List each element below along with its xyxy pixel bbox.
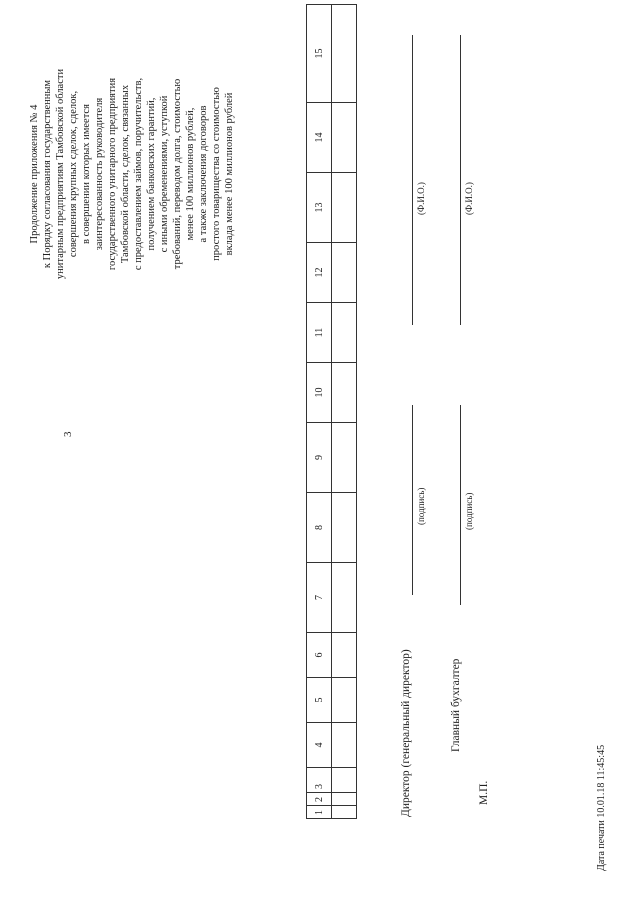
table-row bbox=[332, 5, 357, 819]
column-number-cell: 7 bbox=[307, 563, 332, 633]
table-header-row bbox=[307, 5, 332, 819]
director-label: Директор (генеральный директор) bbox=[400, 649, 412, 817]
header-line: простого товарищества со стоимостью bbox=[211, 87, 222, 261]
header-line: к Порядку согласования государственным bbox=[42, 79, 53, 269]
header-line: совершения крупных сделок, сделок, bbox=[68, 90, 79, 258]
column-number-cell: 9 bbox=[307, 423, 332, 493]
column-number-cell: 2 bbox=[307, 793, 332, 806]
director-signature-line bbox=[412, 405, 413, 595]
appendix-header bbox=[28, 29, 236, 319]
table-cell bbox=[332, 793, 357, 806]
table-cell bbox=[332, 243, 357, 303]
stamp-label: М.П. bbox=[478, 780, 490, 805]
director-name-caption: (Ф.И.О.) bbox=[416, 182, 426, 215]
column-number-cell: 12 bbox=[307, 243, 332, 303]
header-line: заинтересованность руководителя bbox=[94, 97, 105, 251]
header-line: требований, переводом долга, стоимостью bbox=[172, 78, 183, 270]
column-number-cell: 4 bbox=[307, 723, 332, 768]
accountant-name-caption: (Ф.И.О.) bbox=[464, 182, 474, 215]
header-line: Тамбовской области, сделок, связанных bbox=[120, 84, 131, 264]
column-number-cell: 8 bbox=[307, 493, 332, 563]
column-number-cell: 13 bbox=[307, 173, 332, 243]
header-line: получением банковских гарантий, bbox=[146, 97, 157, 251]
column-number-cell: 14 bbox=[307, 103, 332, 173]
header-line: унитарным предприятиям Тамбовской области bbox=[55, 68, 66, 280]
director-name-line bbox=[412, 35, 413, 325]
header-line: в совершении которых имеется bbox=[81, 104, 92, 244]
table-cell bbox=[332, 5, 357, 103]
table-cell bbox=[332, 493, 357, 563]
table-cell bbox=[332, 423, 357, 493]
table-cell bbox=[332, 723, 357, 768]
column-number-cell: 6 bbox=[307, 633, 332, 678]
accountant-name-line bbox=[460, 35, 461, 325]
table-cell bbox=[332, 103, 357, 173]
table-cell bbox=[332, 633, 357, 678]
page-number: 3 bbox=[62, 431, 74, 437]
table-cell bbox=[332, 768, 357, 793]
print-date: Дата печати 10.01.18 11:45:45 bbox=[596, 744, 607, 871]
header-line: государственного унитарного предприятия bbox=[107, 77, 118, 271]
header-line: с предоставлением займов, поручительств, bbox=[133, 77, 144, 271]
column-number-cell: 5 bbox=[307, 678, 332, 723]
header-line: вклада менее 100 миллионов рублей bbox=[224, 92, 235, 256]
header-line: менее 100 миллионов рублей, bbox=[185, 107, 196, 241]
data-table bbox=[306, 4, 357, 819]
director-signature-caption: (подпись) bbox=[416, 487, 426, 525]
header-line: Продолжение приложения № 4 bbox=[29, 104, 40, 244]
column-number-cell: 15 bbox=[307, 5, 332, 103]
table-cell bbox=[332, 678, 357, 723]
header-line: с иными обременениями, уступкой bbox=[159, 95, 170, 253]
accountant-signature-caption: (подпись) bbox=[464, 492, 474, 530]
header-line: а также заключения договоров bbox=[198, 105, 209, 243]
table-cell bbox=[332, 563, 357, 633]
column-number-cell: 1 bbox=[307, 806, 332, 819]
column-number-cell: 3 bbox=[307, 768, 332, 793]
table-cell bbox=[332, 363, 357, 423]
accountant-signature-line bbox=[460, 405, 461, 605]
table-cell bbox=[332, 806, 357, 819]
table-cell bbox=[332, 303, 357, 363]
column-number-cell: 10 bbox=[307, 363, 332, 423]
accountant-label: Главный бухгалтер bbox=[450, 658, 462, 752]
column-number-cell: 11 bbox=[307, 303, 332, 363]
table-cell bbox=[332, 173, 357, 243]
